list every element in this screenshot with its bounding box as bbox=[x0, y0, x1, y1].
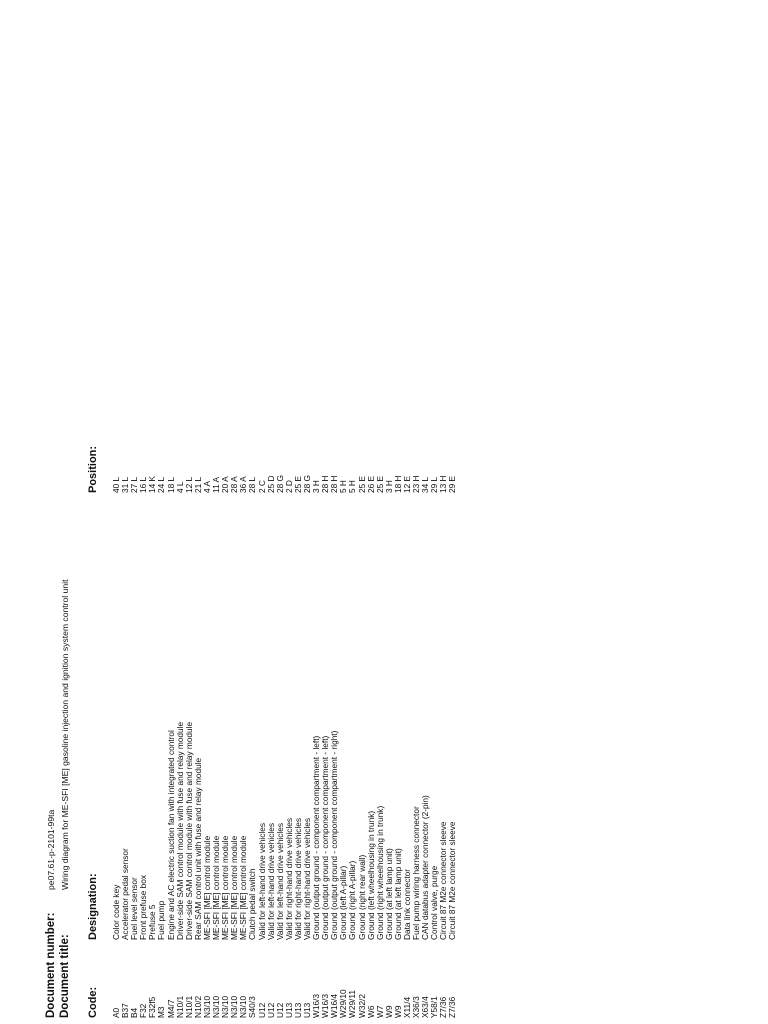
component-position: 25 E bbox=[356, 475, 367, 493]
component-position: 28 L bbox=[247, 476, 258, 493]
component-designation: Ground (left A-pillar) bbox=[338, 865, 349, 940]
component-position: 29 E bbox=[447, 475, 458, 493]
component-code: N3/10 bbox=[211, 995, 222, 1018]
component-position: 23 H bbox=[411, 475, 422, 493]
component-position: 11 A bbox=[211, 477, 222, 493]
component-position: 28 A bbox=[229, 476, 240, 493]
component-designation: Data link connector bbox=[402, 868, 412, 940]
component-designation: Driver-side SAM control module with fuse and relay module bbox=[183, 721, 194, 940]
component-designation: Clutch pedal switch bbox=[247, 868, 258, 940]
component-designation: CAN databus adapter connector (2-pin) bbox=[420, 795, 431, 940]
document-title-label: Document title: bbox=[59, 934, 71, 1018]
component-designation: Valid for right-hand drive vehicles bbox=[283, 817, 294, 940]
component-code: W9 bbox=[392, 1005, 403, 1018]
component-designation: Driver-side SAM control module with fuse and relay module bbox=[174, 721, 185, 940]
component-designation: Ground (at left lamp unit) bbox=[383, 848, 394, 940]
component-designation: Circuit 87 M2e connector sleeve bbox=[447, 821, 458, 940]
component-position: 13 H bbox=[438, 475, 449, 493]
component-code: U12 bbox=[256, 1002, 267, 1018]
component-position: 16 L bbox=[138, 476, 149, 493]
component-code: N3/10 bbox=[238, 995, 249, 1018]
component-designation: Ground (output ground - component compartment - left) bbox=[320, 735, 331, 940]
component-code: N10/2 bbox=[192, 995, 203, 1018]
component-code: X36/3 bbox=[411, 996, 422, 1018]
component-position: 3 H bbox=[383, 480, 394, 493]
component-position: 28 H bbox=[320, 475, 331, 493]
component-designation: Rear SAM control unit with fuse and relay module bbox=[192, 757, 203, 940]
column-header-code: Code: bbox=[87, 986, 99, 1018]
component-position: 36 A bbox=[238, 476, 249, 493]
component-code: X63/4 bbox=[420, 996, 431, 1018]
component-position: 34 L bbox=[420, 476, 431, 493]
component-designation: Circuit 87 M2e connector sleeve bbox=[438, 821, 449, 940]
component-code: N10/1 bbox=[183, 995, 194, 1018]
component-designation: ME-SFI [ME] control module bbox=[220, 835, 231, 940]
component-position: 25 D bbox=[265, 475, 276, 493]
component-position: 40 L bbox=[111, 476, 121, 493]
component-code: W16/4 bbox=[329, 994, 340, 1018]
component-position: 12 E bbox=[402, 475, 412, 493]
component-designation: Control valve, purge bbox=[429, 865, 440, 940]
document-sheet bbox=[30, 438, 590, 1018]
component-code: S40/3 bbox=[247, 996, 258, 1018]
component-position: 28 H bbox=[329, 475, 340, 493]
component-designation: ME-SFI [ME] control module bbox=[238, 835, 249, 940]
component-code: Z7/36 bbox=[438, 996, 449, 1018]
component-designation: Ground (right wheelhousing in trunk) bbox=[374, 805, 385, 940]
component-position: 5 H bbox=[347, 480, 358, 493]
component-code: F32 bbox=[138, 1003, 149, 1018]
component-code: U13 bbox=[292, 1002, 303, 1018]
component-position: 20 A bbox=[220, 476, 231, 493]
component-designation: Fuel level sensor bbox=[129, 877, 140, 940]
component-designation: Prefuse 5 bbox=[147, 904, 158, 940]
component-position: 4 A bbox=[201, 481, 212, 493]
component-position: 28 G bbox=[274, 475, 285, 493]
component-position: 4 L bbox=[174, 481, 185, 493]
component-designation: ME-SFI [ME] control module bbox=[211, 835, 222, 940]
component-designation: Ground (output ground - component compartment - right) bbox=[329, 730, 340, 940]
column-header-position: Position: bbox=[87, 445, 99, 493]
component-code: W16/3 bbox=[320, 994, 331, 1018]
component-designation: Valid for left-hand drive vehicles bbox=[274, 823, 285, 940]
component-position: 2 D bbox=[283, 480, 294, 493]
component-position: 3 H bbox=[311, 480, 322, 493]
component-code: N3/10 bbox=[201, 995, 212, 1018]
component-designation: Valid for right-hand drive vehicles bbox=[301, 817, 312, 940]
component-position: 26 E bbox=[365, 475, 376, 493]
component-code: U12 bbox=[265, 1002, 276, 1018]
component-code: N10/1 bbox=[174, 995, 185, 1018]
component-position: 27 L bbox=[129, 476, 140, 493]
component-code: B4 bbox=[129, 1007, 140, 1018]
component-position: 28 G bbox=[301, 475, 312, 493]
component-designation: Valid for left-hand drive vehicles bbox=[256, 823, 267, 940]
table-row bbox=[448, 438, 457, 1018]
component-designation: Ground (right A-pillar) bbox=[347, 860, 358, 940]
component-table bbox=[112, 438, 458, 1018]
column-header-designation: Designation: bbox=[87, 873, 99, 940]
component-code: W29/11 bbox=[347, 990, 358, 1018]
component-code: U12 bbox=[274, 1002, 285, 1018]
component-code: U13 bbox=[283, 1002, 294, 1018]
component-designation: Front prefuse box bbox=[138, 874, 149, 940]
component-code: W6 bbox=[365, 1005, 376, 1018]
component-code: N3/10 bbox=[229, 995, 240, 1018]
component-position: 29 L bbox=[429, 476, 440, 493]
component-code: M4/7 bbox=[165, 999, 176, 1018]
component-designation: ME-SFI [ME] control module bbox=[201, 835, 212, 940]
component-code: W7 bbox=[374, 1005, 385, 1018]
component-position: 12 L bbox=[183, 476, 194, 493]
component-designation: Accelerator pedal sensor bbox=[120, 848, 131, 940]
component-designation: Ground (right rear wall) bbox=[356, 854, 367, 940]
component-designation: Color code key bbox=[111, 884, 121, 940]
component-code: F32f5 bbox=[147, 996, 158, 1018]
component-code: W16/3 bbox=[311, 994, 322, 1018]
component-designation: Ground (left wheelhousing in trunk) bbox=[365, 810, 376, 940]
component-position: 21 L bbox=[192, 476, 203, 493]
component-position: 18 L bbox=[165, 476, 176, 493]
component-position: 14 K bbox=[147, 475, 158, 493]
component-code: Y58/1 bbox=[429, 996, 440, 1018]
component-position: 18 H bbox=[392, 475, 403, 493]
component-code: W9 bbox=[383, 1005, 394, 1018]
component-position: 31 L bbox=[120, 476, 131, 493]
component-designation: Valid for right-hand drive vehicles bbox=[292, 817, 303, 940]
component-position: 5 H bbox=[338, 480, 349, 493]
component-designation: Ground (output ground - component compartment - left) bbox=[311, 735, 322, 940]
component-code: W29/10 bbox=[338, 989, 349, 1018]
component-code: M3 bbox=[156, 1006, 167, 1018]
component-position: 25 E bbox=[374, 475, 385, 493]
document-number-label: Document number: bbox=[45, 912, 57, 1018]
component-designation: Engine and AC electric suction fan with integrated control bbox=[165, 730, 176, 940]
component-code: A0 bbox=[111, 1007, 121, 1018]
document-title-value: Wiring diagram for ME-SFI [ME] gasoline injection and ignition system control unit bbox=[60, 579, 70, 890]
component-designation: Valid for left-hand drive vehicles bbox=[265, 823, 276, 940]
document-number-value: pe07.61-p-2101-99ta bbox=[46, 809, 56, 890]
component-code: X11/4 bbox=[402, 996, 412, 1018]
component-code: W32/2 bbox=[356, 994, 367, 1018]
component-code: U13 bbox=[301, 1002, 312, 1018]
component-position: 24 L bbox=[156, 476, 167, 493]
component-designation: Fuel pump bbox=[156, 900, 167, 940]
component-code: Z7/36 bbox=[447, 996, 458, 1018]
component-code: N3/10 bbox=[220, 995, 231, 1018]
component-designation: Fuel pump wiring harness connector bbox=[411, 806, 422, 940]
component-position: 25 E bbox=[292, 475, 303, 493]
component-designation: Ground (at left lamp unit) bbox=[392, 848, 403, 940]
component-designation: ME-SFI [ME] control module bbox=[229, 835, 240, 940]
component-code: B37 bbox=[120, 1003, 131, 1018]
component-position: 2 C bbox=[256, 480, 267, 493]
